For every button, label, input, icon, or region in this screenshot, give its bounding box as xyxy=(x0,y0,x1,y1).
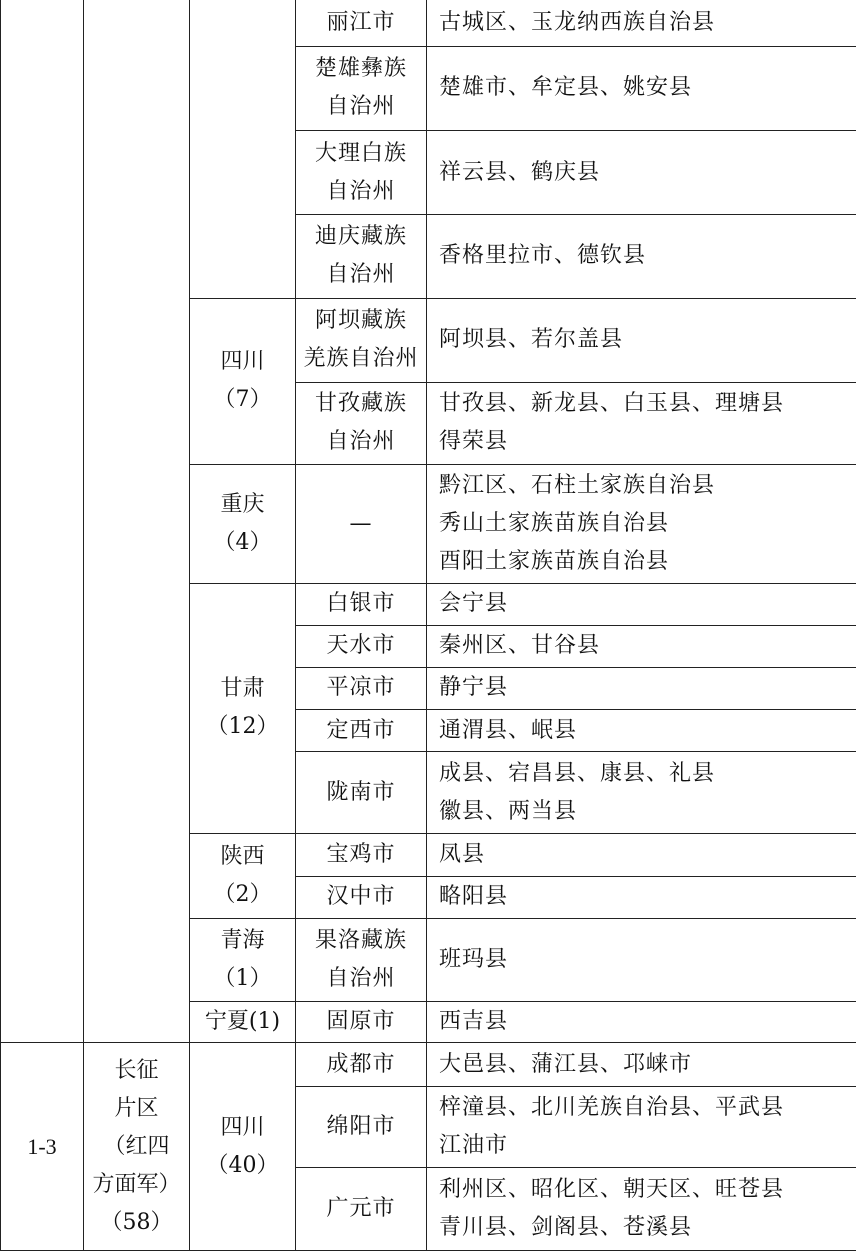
prefecture-cell: 甘孜藏族 自治州 xyxy=(296,382,427,464)
county-cell: 古城区、玉龙纳西族自治县 xyxy=(427,0,856,46)
prefecture-cell: 固原市 xyxy=(296,1001,427,1042)
county-cell: 黔江区、石柱土家族自治县 秀山土家族苗族自治县 酉阳土家族苗族自治县 xyxy=(427,465,856,583)
province-cell: 重庆 （4） xyxy=(190,465,296,583)
province-cell: 陕西 （2） xyxy=(190,834,296,918)
prefecture-cell: 汉中市 xyxy=(296,876,427,918)
prefecture-cell: 宝鸡市 xyxy=(296,834,427,876)
prefecture-cell: 绵阳市 xyxy=(296,1087,427,1167)
province-cell: 四川 （7） xyxy=(190,298,296,465)
table-row xyxy=(1,0,856,46)
prefecture-cell: 大理白族 自治州 xyxy=(296,130,427,214)
county-cell: 秦州区、甘谷县 xyxy=(427,625,856,667)
province-cell: 甘肃 （12） xyxy=(190,583,296,834)
county-cell: 静宁县 xyxy=(427,667,856,709)
county-cell: 祥云县、鹤庆县 xyxy=(427,130,856,214)
county-cell: 凤县 xyxy=(427,834,856,876)
prefecture-cell: 天水市 xyxy=(296,625,427,667)
prefecture-cell: 定西市 xyxy=(296,709,427,751)
region-cell: 长征 片区 （红四 方面军） （58） xyxy=(84,1043,190,1251)
prefecture-cell: 白银市 xyxy=(296,583,427,625)
county-cell: 阿坝县、若尔盖县 xyxy=(427,298,856,382)
prefecture-cell: 广元市 xyxy=(296,1167,427,1250)
index-cell xyxy=(1,0,84,1043)
county-cell: 班玛县 xyxy=(427,918,856,1001)
prefecture-cell: 陇南市 xyxy=(296,752,427,834)
region-cell xyxy=(84,0,190,1043)
table-row xyxy=(1,1043,856,1087)
county-cell: 梓潼县、北川羌族自治县、平武县 江油市 xyxy=(427,1087,856,1167)
prefecture-cell: 迪庆藏族 自治州 xyxy=(296,215,427,298)
prefecture-cell: 阿坝藏族 羌族自治州 xyxy=(296,298,427,382)
province-cell: 四川 （40） xyxy=(190,1043,296,1251)
county-cell: 香格里拉市、德钦县 xyxy=(427,215,856,298)
province-cell: 青海 （1） xyxy=(190,918,296,1001)
prefecture-cell: 楚雄彝族 自治州 xyxy=(296,46,427,130)
prefecture-cell: 丽江市 xyxy=(296,0,427,46)
county-cell: 西吉县 xyxy=(427,1001,856,1042)
county-cell: 会宁县 xyxy=(427,583,856,625)
county-cell: 大邑县、蒲江县、邛崃市 xyxy=(427,1043,856,1087)
county-cell: 略阳县 xyxy=(427,876,856,918)
county-cell: 通渭县、岷县 xyxy=(427,709,856,751)
prefecture-cell: 果洛藏族 自治州 xyxy=(296,918,427,1001)
province-cell xyxy=(190,0,296,298)
index-cell: 1-3 xyxy=(1,1043,84,1251)
county-cell: 利州区、昭化区、朝天区、旺苍县 青川县、剑阁县、苍溪县 xyxy=(427,1167,856,1250)
prefecture-cell: 平凉市 xyxy=(296,667,427,709)
county-cell: 楚雄市、牟定县、姚安县 xyxy=(427,46,856,130)
prefecture-cell: — xyxy=(296,465,427,583)
prefecture-cell: 成都市 xyxy=(296,1043,427,1087)
province-cell: 宁夏(1) xyxy=(190,1001,296,1042)
county-cell: 成县、宕昌县、康县、礼县 徽县、两当县 xyxy=(427,752,856,834)
county-cell: 甘孜县、新龙县、白玉县、理塘县 得荣县 xyxy=(427,382,856,464)
